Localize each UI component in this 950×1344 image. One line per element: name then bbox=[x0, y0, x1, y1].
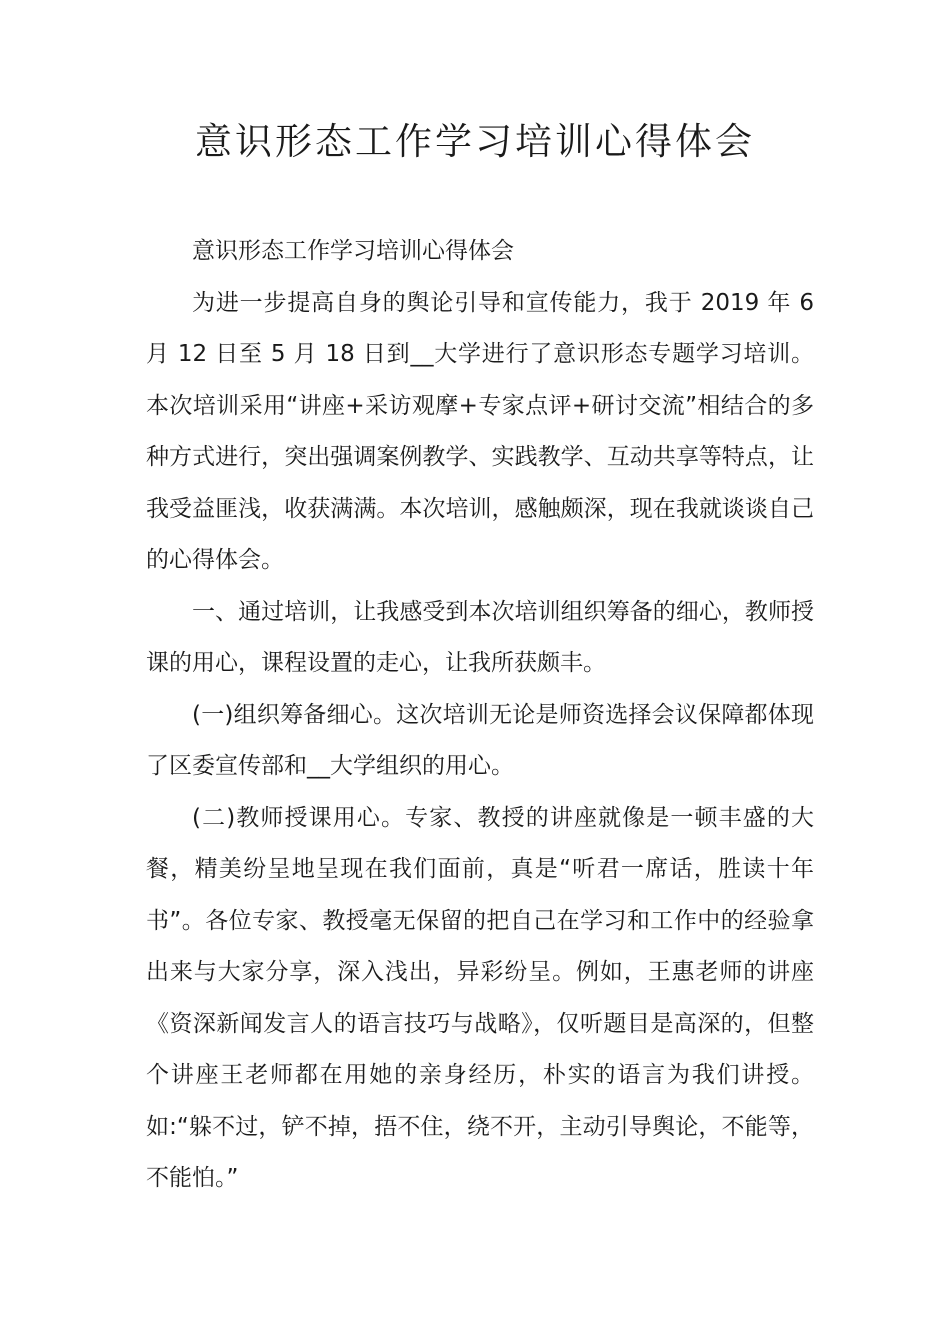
paragraph-section-one: 一、通过培训，让我感受到本次培训组织筹备的细心，教师授课的用心，课程设置的走心，让我所获颇丰。 bbox=[146, 598, 814, 676]
document-body bbox=[146, 226, 814, 1205]
paragraph-subtitle: 意识形态工作学习培训心得体会 bbox=[192, 238, 514, 264]
document-title: 意识形态工作学习培训心得体会 bbox=[195, 120, 755, 163]
paragraph-intro: 为进一步提高自身的舆论引导和宣传能力，我于 2019 年 6 月 12 日至 5 月 18 日到__大学进行了意识形态专题学习培训。本次培训采用“讲座+采访观摩+专家点评+研讨交流”相结合的多种方式进行，突出强调案例教学、实践教学、互动共享等特点，让我受益匪浅，收获满满。本次培训，感触颇深，现在我就谈谈自己的心得体会。 bbox=[146, 289, 814, 573]
paragraph-subsection-two: (二)教师授课用心。专家、教授的讲座就像是一顿丰盛的大餐，精美纷呈地呈现在我们面前，真是“听君一席话，胜读十年书”。各位专家、教授毫无保留的把自己在学习和工作中的经验拿出来与大家分享，深入浅出，异彩纷呈。例如，王惠老师的讲座《资深新闻发言人的语言技巧与战略》，仅听题目是高深的，但整个讲座王老师都在用她的亲身经历，朴实的语言为我们讲授。如:“躲不过，铲不掉，捂不住，绕不开，主动引导舆论，不能等，不能怕。” bbox=[146, 804, 814, 1191]
paragraph-subsection-one: (一)组织筹备细心。这次培训无论是师资选择会议保障都体现了区委宣传部和__大学组织的用心。 bbox=[146, 701, 814, 779]
